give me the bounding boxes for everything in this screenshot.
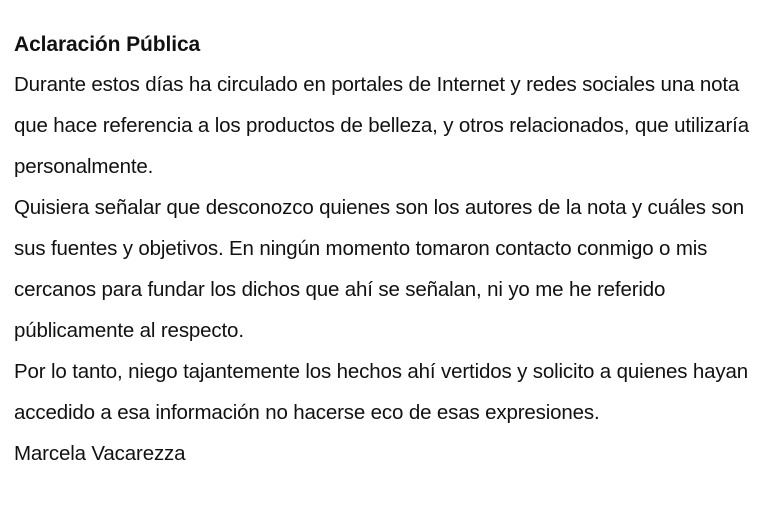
statement-paragraph-3: Por lo tanto, niego tajantemente los hechos ahí vertidos y solicito a quienes hayan accedido a esa información no hacerse eco de esas expresiones. <box>14 360 754 424</box>
page-title: Aclaración Pública <box>14 33 201 56</box>
statement-document <box>14 28 755 474</box>
statement-signature: Marcela Vacarezza <box>14 442 186 465</box>
statement-paragraph-2: Quisiera señalar que desconozco quienes son los autores de la nota y cuáles son sus fuentes y objetivos. En ningún momento tomaron contacto conmigo o mis cercanos para fundar los dichos que ahí se señalan, ni yo me he referido públicamente al respecto. <box>14 196 750 342</box>
statement-paragraph-1: Durante estos días ha circulado en portales de Internet y redes sociales una nota que hace referencia a los productos de belleza, y otros relacionados, que utilizaría personalmente. <box>14 73 755 178</box>
